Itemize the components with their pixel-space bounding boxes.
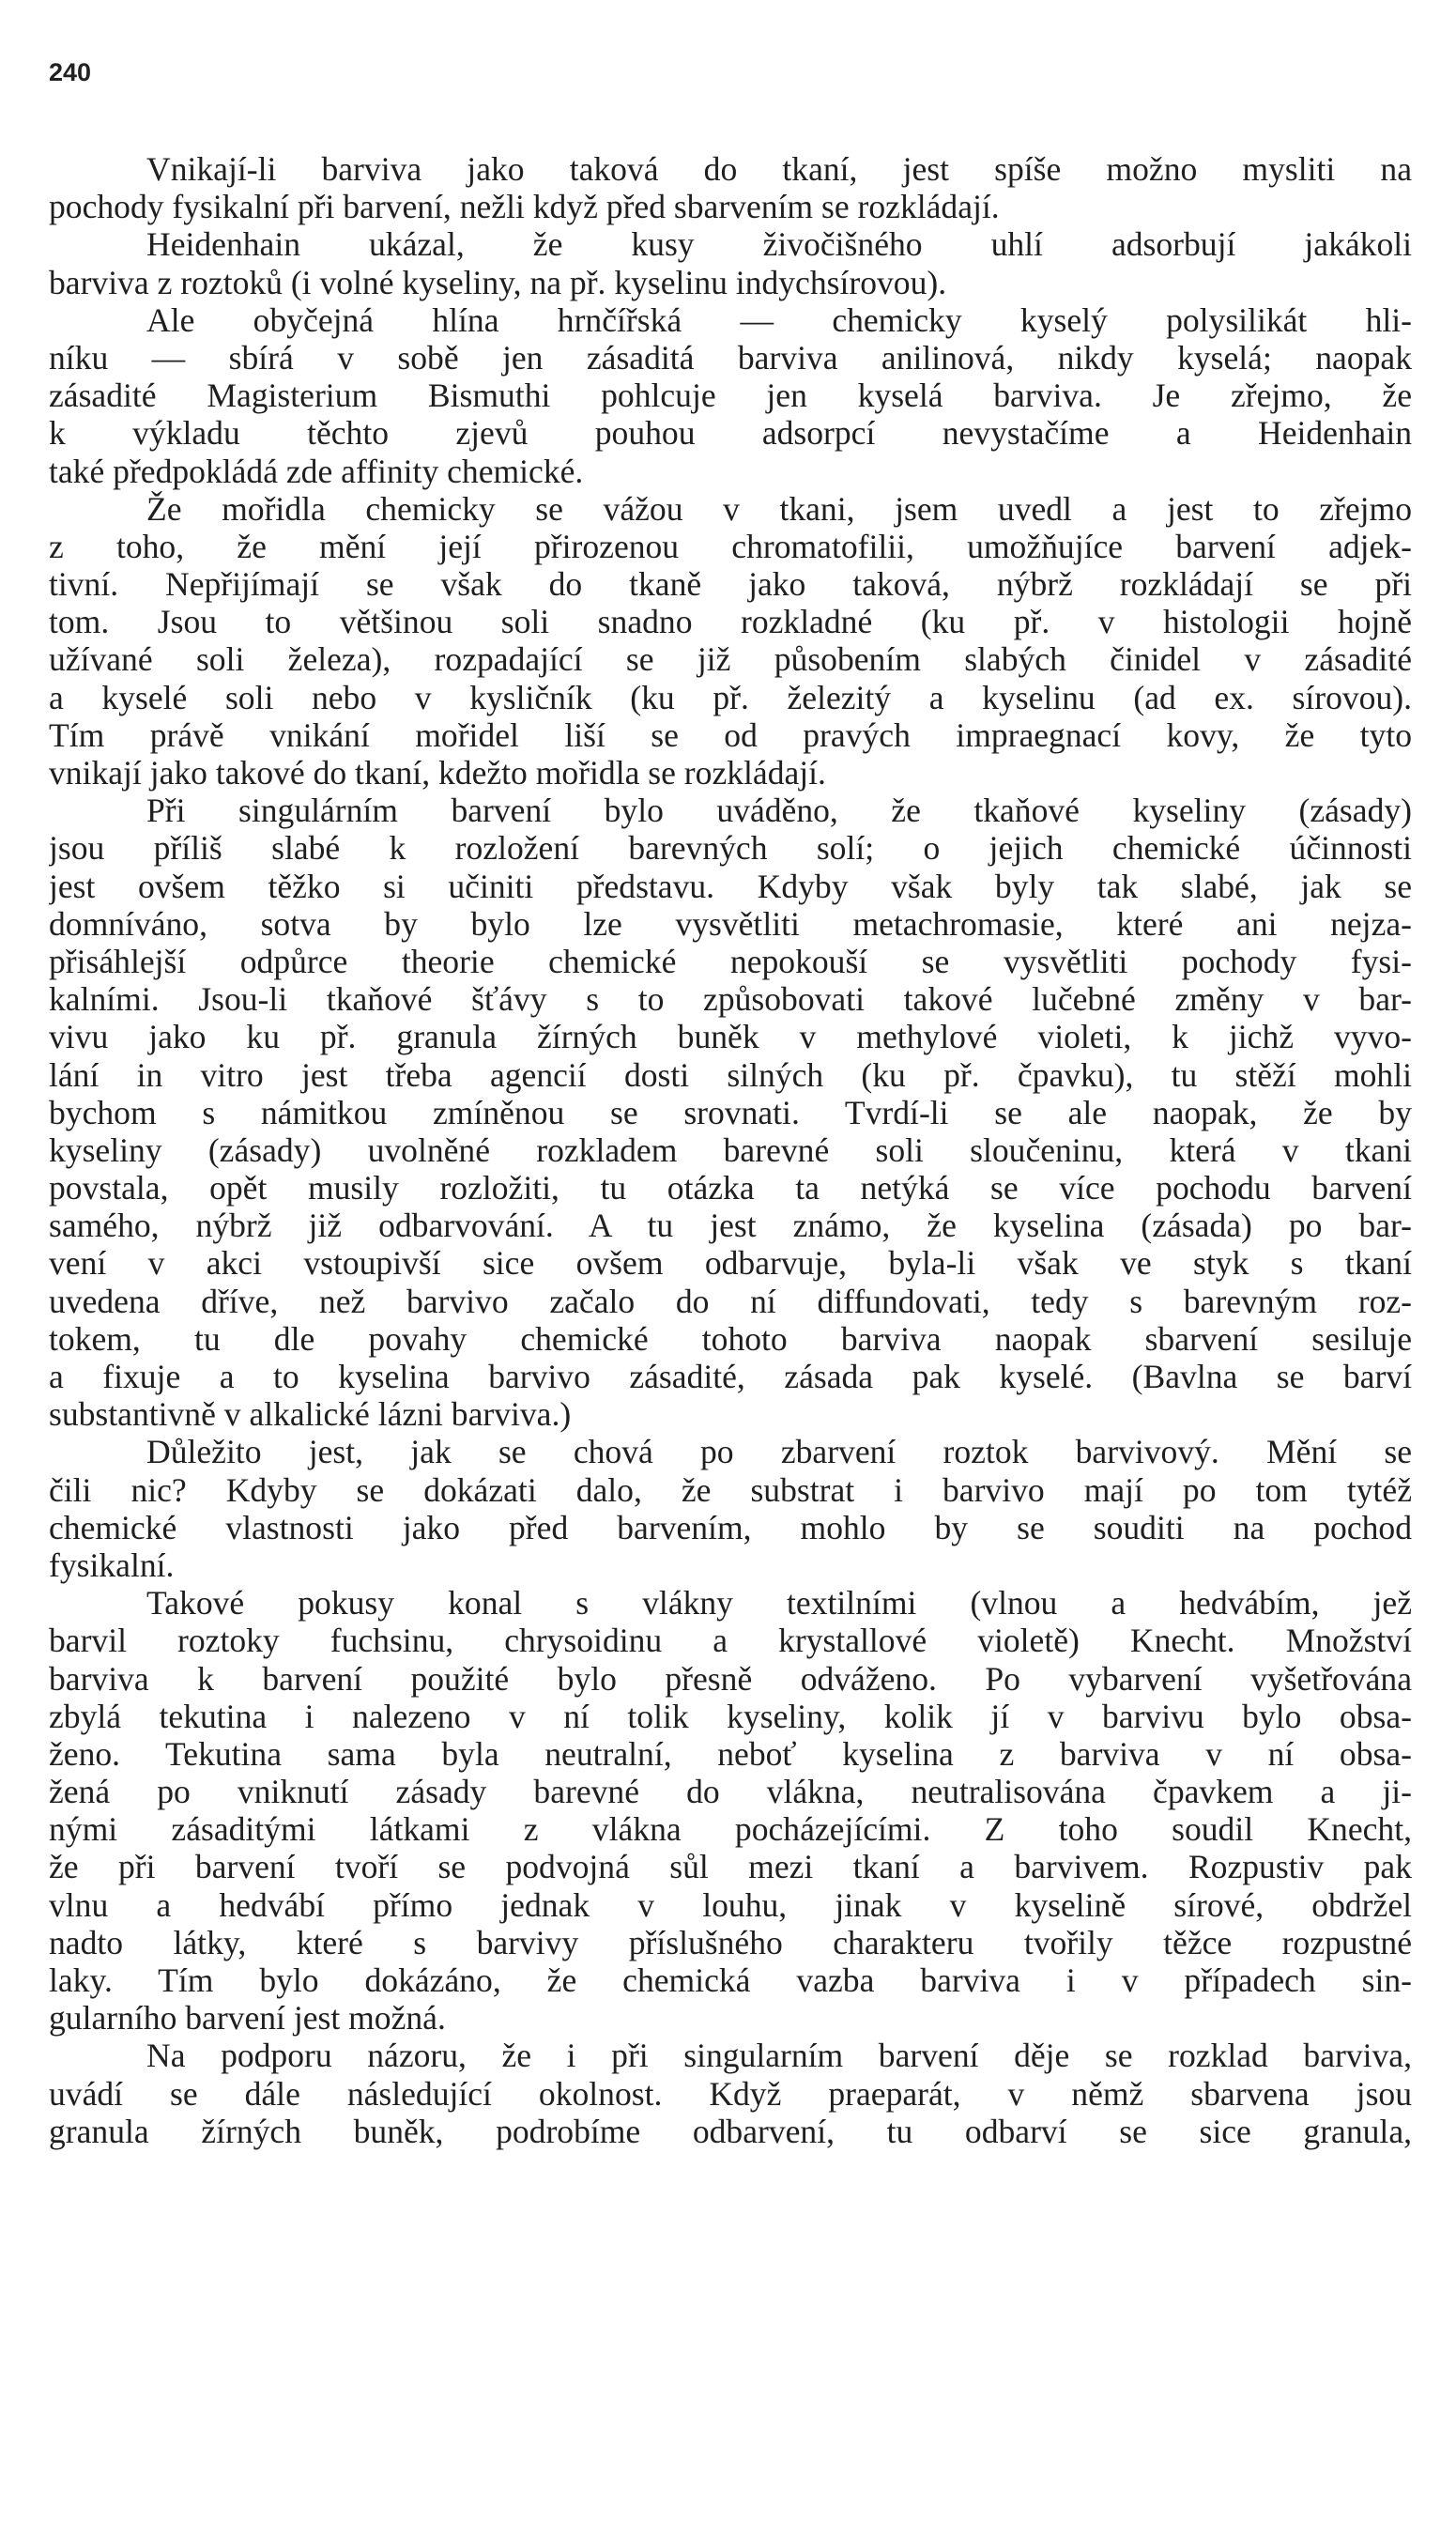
- text-line: ženo. Tekutina sama byla neutralní, neboť kyselina z barviva v ní obsa-: [49, 1734, 1412, 1773]
- text-line: tivní. Nepřijímají se však do tkaně jako taková, nýbrž rozkládají se při: [49, 565, 1412, 604]
- text-line: nými zásaditými látkami z vlákna pocházejícími. Z toho soudil Knecht,: [49, 1810, 1412, 1849]
- text-line: povstala, opět musily rozložiti, tu otázka ta netýká se více pochodu barvení: [49, 1169, 1412, 1207]
- text-line: substantivně v alkalické lázni barviva.): [49, 1395, 572, 1434]
- text-line: níku — sbírá v sobě jen zásaditá barviva anilinová, nikdy kyselá; naopak: [49, 338, 1412, 377]
- body-text: [49, 150, 1412, 2150]
- text-line: vivu jako ku př. granula žírných buněk v methylové violeti, k jichž vyvo-: [49, 1018, 1412, 1056]
- text-line: Tím právě vnikání mořidel liší se od pravých impraegnací kovy, že tyto: [49, 715, 1412, 754]
- text-line: a fixuje a to kyselina barvivo zásadité, zásada pak kyselé. (Bavlna se barví: [49, 1358, 1412, 1395]
- text-line: bychom s námitkou zmíněnou se srovnati. Tvrdí-li se ale naopak, že by: [49, 1093, 1412, 1131]
- page-number: 240: [49, 58, 92, 86]
- text-line: Vnikají-li barviva jako taková do tkaní, jest spíše možno mysliti na: [146, 150, 1412, 188]
- text-line: vení v akci vstoupivší sice ovšem odbarvuje, byla-li však ve styk s tkaní: [49, 1244, 1412, 1283]
- text-line: barvil roztoky fuchsinu, chrysoidinu a krystallové violetě) Knecht. Množství: [49, 1622, 1412, 1660]
- text-line: barviva z roztoků (i volné kyseliny, na př. kyselinu indychsírovou).: [49, 263, 947, 301]
- text-line: jest ovšem těžko si učiniti představu. Kdyby však byly tak slabé, jak se: [49, 867, 1412, 905]
- text-line: užívané soli železa), rozpadající se již působením slabých činidel v zásadité: [49, 640, 1412, 679]
- text-line: z toho, že mění její přirozenou chromatofilii, umožňujíce barvení adjek-: [49, 527, 1412, 565]
- text-line: Heidenhain ukázal, že kusy živočišného uhlí adsorbují jakákoli: [146, 225, 1412, 264]
- text-line: nadto látky, které s barvivy příslušného charakteru tvořily těžce rozpustné: [49, 1923, 1412, 1961]
- text-line: Takové pokusy konal s vlákny textilními (vlnou a hedvábím, jež: [146, 1584, 1412, 1622]
- text-line: lání in vitro jest třeba agencií dosti silných (ku př. čpavku), tu stěží mohli: [49, 1055, 1412, 1094]
- text-line: gularního barvení jest možná.: [49, 1999, 446, 2038]
- text-line: barviva k barvení použité bylo přesně odváženo. Po vybarvení vyšetřována: [49, 1659, 1412, 1698]
- text-line: chemické vlastnosti jako před barvením, mohlo by se souditi na pochod: [49, 1508, 1412, 1546]
- text-line: laky. Tím bylo dokázáno, že chemická vazba barviva i v případech sin-: [49, 1961, 1412, 1999]
- text-line: granula žírných buněk, podrobíme odbarvení, tu odbarví se sice granula,: [49, 2112, 1412, 2150]
- text-line: tokem, tu dle povahy chemické tohoto barviva naopak sbarvení sesiluje: [49, 1319, 1412, 1358]
- text-line: Na podporu názoru, že i při singularním barvení děje se rozklad barviva,: [146, 2037, 1412, 2075]
- text-line: uvádí se dále následující okolnost. Když praeparát, v němž sbarvena jsou: [49, 2074, 1412, 2113]
- text-line: Že mořidla chemicky se vážou v tkani, jsem uvedl a jest to zřejmo: [146, 489, 1412, 528]
- text-line: zbylá tekutina i nalezeno v ní tolik kyseliny, kolik jí v barvivu bylo obsa-: [49, 1697, 1412, 1735]
- text-line: k výkladu těchto zjevů pouhou adsorpcí nevystačíme a Heidenhain: [49, 414, 1412, 453]
- text-line: pochody fysikalní při barvení, nežli když před sbarvením se rozkládají.: [49, 188, 1000, 226]
- text-line: samého, nýbrž již odbarvování. A tu jest známo, že kyselina (zásada) po bar-: [49, 1207, 1412, 1245]
- text-line: a kyselé soli nebo v kysličník (ku př. železitý a kyselinu (ad ex. sírovou).: [49, 678, 1412, 716]
- text-line: vnikají jako takové do tkaní, kdežto mořidla se rozkládají.: [49, 754, 826, 792]
- text-line: fysikalní.: [49, 1545, 175, 1584]
- text-line: Při singulárním barvení bylo uváděno, že tkaňové kyseliny (zásady): [146, 792, 1412, 830]
- text-line: jsou příliš slabé k rozložení barevných solí; o jejich chemické účinnosti: [49, 829, 1412, 868]
- text-line: uvedena dříve, než barvivo začalo do ní diffundovati, tedy s barevným roz-: [49, 1282, 1412, 1320]
- text-line: kalními. Jsou-li tkaňové šťávy s to způsobovati takové lučebné změny v bar-: [49, 980, 1412, 1019]
- text-line: vlnu a hedvábí přímo jednak v louhu, jinak v kyselině sírové, obdržel: [49, 1885, 1412, 1924]
- text-line: čili nic? Kdyby se dokázati dalo, že substrat i barvivo mají po tom tytéž: [49, 1470, 1412, 1509]
- text-line: zásadité Magisterium Bismuthi pohlcuje jen kyselá barviva. Je zřejmo, že: [49, 377, 1412, 415]
- text-line: také předpokládá zde affinity chemické.: [49, 452, 584, 490]
- text-line: tom. Jsou to většinou soli snadno rozkladné (ku př. v histologii hojně: [49, 603, 1412, 641]
- text-line: Ale obyčejná hlína hrnčířská — chemicky kyselý polysilikát hli-: [146, 300, 1412, 339]
- text-line: kyseliny (zásady) uvolněné rozkladem barevné soli sloučeninu, která v tkani: [49, 1130, 1412, 1169]
- text-line: Důležito jest, jak se chová po zbarvení roztok barvivový. Mění se: [146, 1433, 1412, 1471]
- text-line: žená po vniknutí zásady barevné do vlákna, neutralisována čpavkem a ji-: [49, 1773, 1412, 1811]
- text-line: domníváno, sotva by bylo lze vysvětliti metachromasie, které ani nejza-: [49, 904, 1412, 943]
- text-line: přisáhlejší odpůrce theorie chemické nepokouší se vysvětliti pochody fysi-: [49, 942, 1412, 980]
- text-line: že při barvení tvoří se podvojná sůl mezi tkaní a barvivem. Rozpustiv pak: [49, 1848, 1412, 1886]
